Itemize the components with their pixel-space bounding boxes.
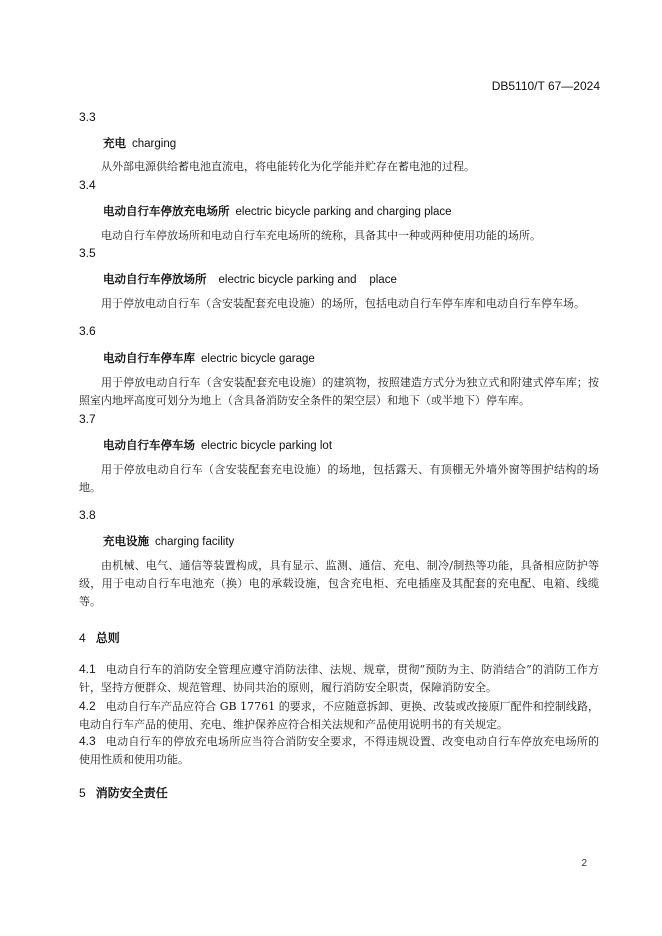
term-definition: 用于停放电动自行车（含安装配套充电设施）的场所，包括电动自行车停车库和电动自行车停车场。 xyxy=(101,297,585,310)
term-3-6 xyxy=(79,323,599,410)
term-definition: 由机械、电气、通信等装置构成，具有显示、监测、通信、充电、制冷/制热等功能，具备相应防护等级，用于电动自行车电池充（换）电的承载设施，包含充电柜、充电插座及其配套的充电配、电箱、线缆等。 xyxy=(79,559,599,608)
section-title: 消防安全责任 xyxy=(95,786,168,800)
term-zh: 电动自行车停放场所 xyxy=(103,274,207,286)
clause-text: 电动自行车的消防安全管理应遵守消防法律、法规、规章，贯彻“预防为主、防消结合”的消防工作方针，坚持方便群众、规范管理、协同共治的原则，履行消防安全职责，保障消防安全。 xyxy=(79,663,599,694)
clause-text: 电动自行车产品应符合 GB 17761 的要求，不应随意拆卸、更换、改装或改接原厂配件和控制线路，电动自行车产品的使用、充电、维护保养应符合相关法规和产品使用说明书的有关规定。 xyxy=(79,700,599,731)
term-number: 3.6 xyxy=(79,324,96,338)
term-en: electric bicycle parking lot xyxy=(201,440,333,452)
page-number: 2 xyxy=(581,858,587,869)
term-3-8 xyxy=(79,507,599,611)
section-4-heading xyxy=(79,629,599,646)
term-definition: 电动自行车停放场所和电动自行车充电场所的统称，具备其中一种或两种使用功能的场所。 xyxy=(101,229,541,242)
term-zh: 电动自行车停车场 xyxy=(103,440,195,452)
term-zh: 充电 xyxy=(103,138,126,150)
section-title: 总则 xyxy=(95,631,120,645)
term-3-3 xyxy=(79,109,599,176)
term-zh: 电动自行车停车库 xyxy=(103,353,195,365)
term-number: 3.3 xyxy=(79,110,96,124)
term-zh: 电动自行车停放充电场所 xyxy=(103,206,230,218)
term-3-4 xyxy=(79,177,599,245)
term-en: electric bicycle parking and charging place xyxy=(235,206,452,218)
clause-4-1 xyxy=(79,660,599,697)
standard-code: DB5110/T 67—2024 xyxy=(491,79,600,93)
term-title xyxy=(79,438,599,454)
term-3-7 xyxy=(79,411,599,497)
term-en: electric bicycle garage xyxy=(201,353,315,365)
term-number: 3.8 xyxy=(79,508,96,522)
term-3-5 xyxy=(79,245,599,313)
term-definition: 从外部电源供给蓄电池直流电，将电能转化为化学能并贮存在蓄电池的过程。 xyxy=(101,160,475,173)
clause-number: 4.3 xyxy=(79,734,96,748)
term-en: charging xyxy=(132,138,177,150)
term-title xyxy=(79,136,599,152)
clause-4-2 xyxy=(79,697,599,734)
clause-number: 4.1 xyxy=(79,662,96,676)
term-title xyxy=(79,534,599,550)
clause-number: 4.2 xyxy=(79,699,96,713)
term-zh: 充电设施 xyxy=(103,536,149,548)
term-definition: 用于停放电动自行车（含安装配套充电设施）的建筑物，按照建造方式分为独立式和附建式停车库；按照室内地坪高度可划分为地上（含具备消防安全条件的架空层）和地下（或半地下）停车库。 xyxy=(79,376,599,407)
clause-text: 电动自行车的停放充电场所应当符合消防安全要求，不得违规设置、改变电动自行车停放充电场所的使用性质和使用功能。 xyxy=(79,735,599,766)
term-en: charging facility xyxy=(155,536,235,548)
section-number: 5 xyxy=(79,786,86,800)
term-title xyxy=(79,272,599,288)
clause-4-3 xyxy=(79,732,599,769)
term-title xyxy=(79,204,599,220)
term-number: 3.5 xyxy=(79,246,96,260)
section-number: 4 xyxy=(79,631,86,645)
term-title xyxy=(79,351,599,367)
term-en: electric bicycle parking and place xyxy=(218,274,397,286)
term-number: 3.7 xyxy=(79,412,96,426)
term-number: 3.4 xyxy=(79,178,96,192)
term-definition: 用于停放电动自行车（含安装配套充电设施）的场地，包括露天、有顶棚无外墙外窗等围护结构的场地。 xyxy=(79,463,599,494)
section-5-heading xyxy=(79,784,599,801)
